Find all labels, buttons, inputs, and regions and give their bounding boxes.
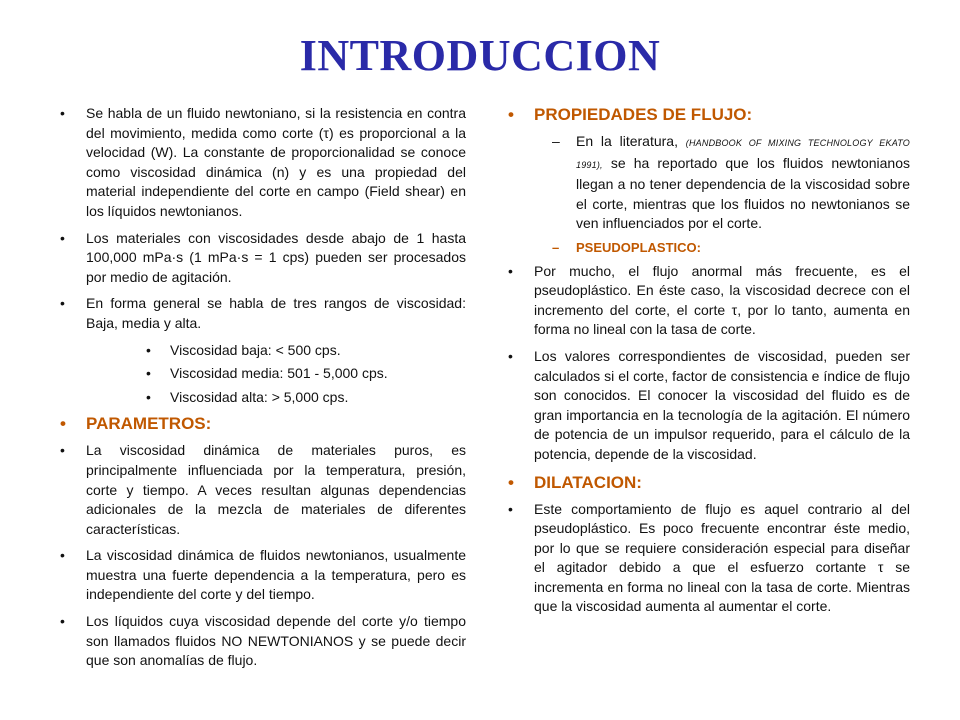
viscosity-range-paragraph: • Los materiales con viscosidades desde abajo de 1 hasta 100,000 mPa·s (1 mPa·s = 1 cps) pueden ser procesados por medio de agitación. — [58, 229, 466, 288]
literature-intro: En la literatura, — [576, 133, 686, 149]
flow-properties-heading: • PROPIEDADES DE FLUJO: — [506, 104, 910, 126]
viscosity-values-paragraph: • Los valores correspondientes de viscosidad, pueden ser calculados si el corte, factor de consistencia e índice de flujo son conocidos. El conocer la viscosidad del fluido es de gran importancia en la tecnología de la agitación. El número de potencia de un impulsor requerido, para el cálculo de la potencia, depende de la viscosidad. — [506, 347, 910, 465]
right-column — [506, 104, 910, 624]
viscosity-low-item: • Viscosidad baja: < 500 cps. — [58, 341, 466, 361]
handbook-reference: (HANDBOOK OF MIXING TECHNOLOGY EKATO 1991), — [576, 138, 910, 170]
literature-subitem — [506, 132, 910, 234]
viscosity-medium-item: • Viscosidad media: 501 - 5,000 cps. — [58, 364, 466, 384]
newtonian-temperature-paragraph: • La viscosidad dinámica de fluidos newtonianos, usualmente muestra una fuerte dependencia a la temperatura, pero es independiente del corte y del tiempo. — [58, 546, 466, 605]
newtonian-fluid-paragraph: • Se habla de un fluido newtoniano, si la resistencia en contra del movimiento, medida como corte (τ) es proporcional a la velocidad (W). La constante de proporcionalidad se conoce como viscosidad dinámica (n) y es una propiedad del material independiente del corte en campo (Field shear) en los líquidos newtonianos. — [58, 104, 466, 222]
viscosity-levels-paragraph: • En forma general se habla de tres rangos de viscosidad: Baja, media y alta. — [58, 294, 466, 333]
dynamic-viscosity-paragraph: • La viscosidad dinámica de materiales puros, es principalmente influenciada por la temperatura, presión, corte y tiempo. A veces resultan algunas dependencias adicionales de la mezcla de materiales de diferentes características. — [58, 441, 466, 539]
page-title: INTRODUCCION — [299, 31, 661, 80]
non-newtonian-paragraph: • Los líquidos cuya viscosidad depende del corte y/o tiempo son llamados fluidos NO NEWTONIANOS y se puede decir que son anomalías de flujo. — [58, 612, 466, 671]
pseudoplastic-paragraph: • Por mucho, el flujo anormal más frecuente, es el pseudoplástico. En éste caso, la viscosidad decrece con el incremento del corte, el corte τ, por lo tanto, aumenta en forma no lineal con la tasa de corte. — [506, 262, 910, 340]
dilatacion-heading: • DILATACION: — [506, 472, 910, 494]
left-column — [58, 104, 466, 678]
viscosity-high-item: • Viscosidad alta: > 5,000 cps. — [58, 388, 466, 408]
parametros-heading: • PARAMETROS: — [58, 413, 466, 435]
literature-rest: se ha reportado que los fluidos newtonianos llegan a no tener dependencia de la viscosidad sobre el corte, mientras que los fluidos no newtonianos se ven influenciados por el corte. — [576, 154, 910, 232]
dilatancy-paragraph: • Este comportamiento de flujo es aquel contrario al del pseudoplástico. Es poco frecuente encontrar éste medio, por lo que se requiere consideración especial para diseñar el agitador debido a que el esfuerzo cortante τ se incrementa en forma no lineal con la tasa de corte. Mientras que la viscosidad aumenta al aumentar el corte. — [506, 500, 910, 618]
pseudoplastic-subheading: – PSEUDOPLASTICO: — [506, 238, 910, 258]
